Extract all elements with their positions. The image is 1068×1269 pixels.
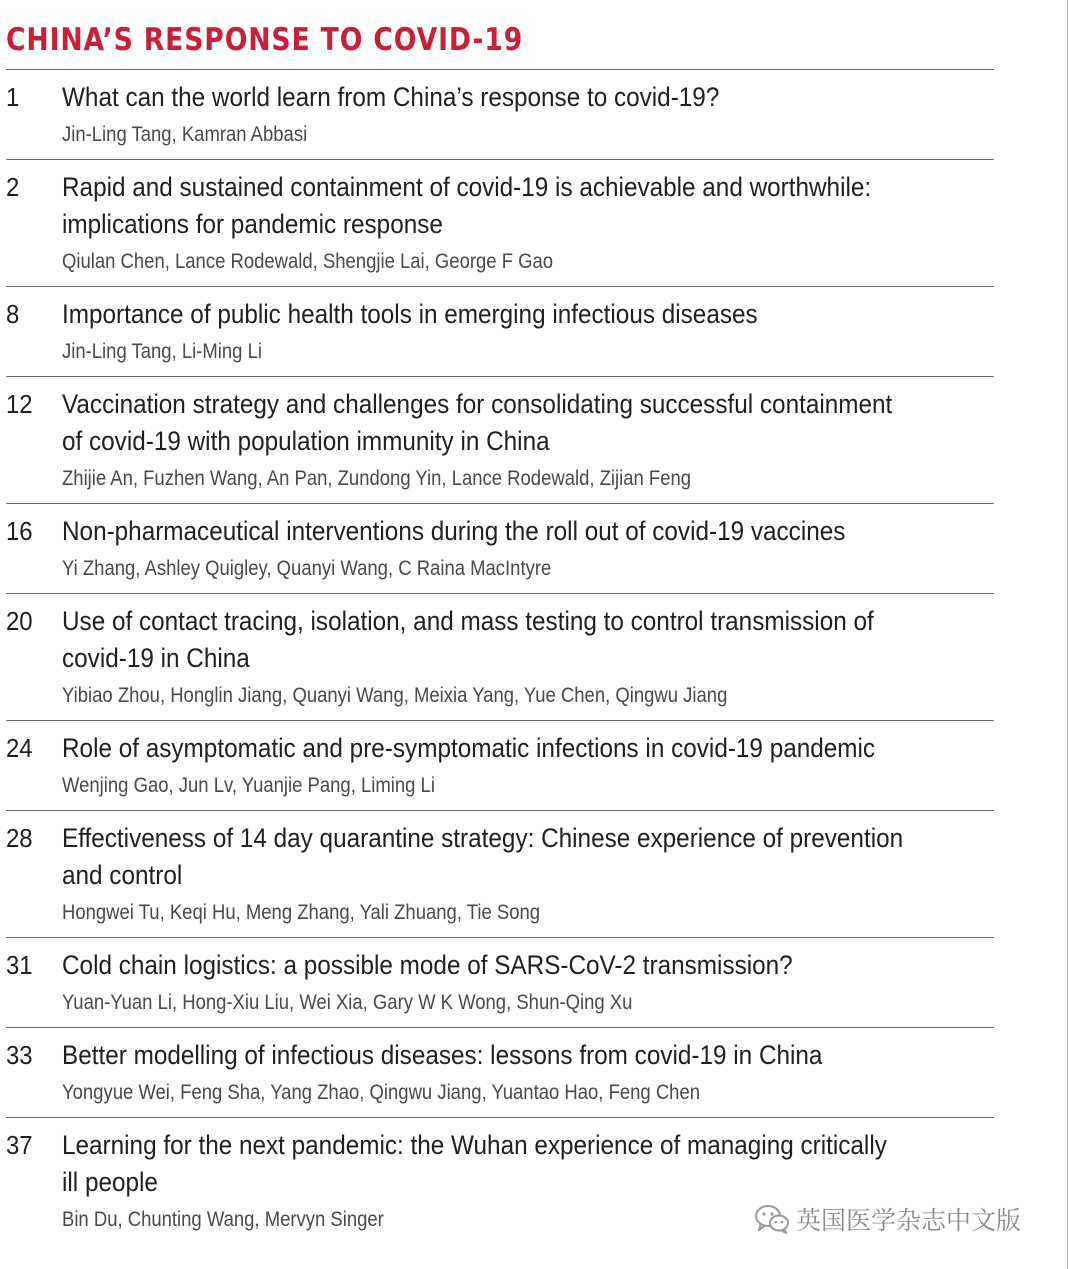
article-title-line: ill people bbox=[62, 1167, 158, 1197]
toc-entry[interactable] bbox=[6, 1027, 994, 1117]
toc-entry[interactable] bbox=[6, 376, 994, 503]
page-number: 2 bbox=[6, 172, 20, 202]
article-authors: Jin-Ling Tang, Li-Ming Li bbox=[62, 340, 262, 363]
article-title-line: Rapid and sustained containment of covid-19 is achievable and worthwhile: bbox=[62, 172, 872, 202]
article-title-line: Vaccination strategy and challenges for consolidating successful containment bbox=[62, 389, 893, 419]
article-authors: Yi Zhang, Ashley Quigley, Quanyi Wang, C Raina MacIntyre bbox=[62, 557, 552, 580]
toc-entry[interactable] bbox=[6, 593, 994, 720]
article-authors: Yuan-Yuan Li, Hong-Xiu Liu, Wei Xia, Gary W K Wong, Shun-Qing Xu bbox=[62, 991, 633, 1014]
article-title[interactable] bbox=[62, 296, 962, 333]
page-number: 24 bbox=[6, 733, 33, 763]
page-number: 1 bbox=[6, 82, 20, 112]
toc-entry[interactable] bbox=[6, 810, 994, 937]
page-number: 31 bbox=[6, 950, 33, 980]
page-number: 33 bbox=[6, 1040, 33, 1070]
article-title-line: implications for pandemic response bbox=[62, 209, 443, 239]
article-title[interactable] bbox=[62, 169, 962, 243]
article-authors: Zhijie An, Fuzhen Wang, An Pan, Zundong Yin, Lance Rodewald, Zijian Feng bbox=[62, 467, 692, 490]
article-title-line: Effectiveness of 14 day quarantine strategy: Chinese experience of prevention bbox=[62, 823, 904, 853]
article-authors: Bin Du, Chunting Wang, Mervyn Singer bbox=[62, 1208, 384, 1231]
article-title[interactable] bbox=[62, 820, 962, 894]
article-title[interactable] bbox=[62, 730, 962, 767]
page-number: 37 bbox=[6, 1130, 33, 1160]
toc-entry[interactable] bbox=[6, 503, 994, 593]
article-title[interactable] bbox=[62, 513, 962, 550]
article-authors: Jin-Ling Tang, Kamran Abbasi bbox=[62, 123, 308, 146]
article-title[interactable] bbox=[62, 947, 962, 984]
article-authors: Yibiao Zhou, Honglin Jiang, Quanyi Wang, Meixia Yang, Yue Chen, Qingwu Jiang bbox=[62, 684, 728, 707]
article-title-line: Cold chain logistics: a possible mode of SARS-CoV-2 transmission? bbox=[62, 950, 793, 980]
article-title-line: Non-pharmaceutical interventions during the roll out of covid-19 vaccines bbox=[62, 516, 846, 546]
page-number: 20 bbox=[6, 606, 33, 636]
article-authors: Wenjing Gao, Jun Lv, Yuanjie Pang, Liming Li bbox=[62, 774, 435, 797]
article-title-line: of covid-19 with population immunity in China bbox=[62, 426, 550, 456]
article-authors: Qiulan Chen, Lance Rodewald, Shengjie Lai, George F Gao bbox=[62, 250, 554, 273]
article-authors: Yongyue Wei, Feng Sha, Yang Zhao, Qingwu Jiang, Yuantao Hao, Feng Chen bbox=[62, 1081, 701, 1104]
section-title: CHINA’S RESPONSE TO COVID-19 bbox=[6, 22, 524, 58]
toc-entry[interactable] bbox=[6, 159, 994, 286]
toc-entry[interactable] bbox=[6, 286, 994, 376]
wechat-icon bbox=[754, 1203, 790, 1235]
article-title[interactable] bbox=[62, 1127, 962, 1201]
page-number: 28 bbox=[6, 823, 33, 853]
table-of-contents bbox=[6, 69, 994, 1244]
page-number: 8 bbox=[6, 299, 20, 329]
article-title[interactable] bbox=[62, 79, 962, 116]
toc-entry[interactable] bbox=[6, 937, 994, 1027]
article-title-line: Better modelling of infectious diseases: lessons from covid-19 in China bbox=[62, 1040, 823, 1070]
page-number: 12 bbox=[6, 389, 33, 419]
article-title-line: covid-19 in China bbox=[62, 643, 250, 673]
article-title-line: What can the world learn from China’s response to covid-19? bbox=[62, 82, 720, 112]
article-title[interactable] bbox=[62, 386, 962, 460]
article-title-line: Role of asymptomatic and pre-symptomatic infections in covid-19 pandemic bbox=[62, 733, 876, 763]
toc-entry[interactable] bbox=[6, 69, 994, 159]
article-authors: Hongwei Tu, Keqi Hu, Meng Zhang, Yali Zhuang, Tie Song bbox=[62, 901, 541, 924]
article-title-line: Learning for the next pandemic: the Wuhan experience of managing critically bbox=[62, 1130, 887, 1160]
watermark bbox=[754, 1201, 1021, 1237]
toc-entry[interactable] bbox=[6, 720, 994, 810]
watermark-text: 英国医学杂志中文版 bbox=[796, 1206, 1022, 1235]
article-title-line: Use of contact tracing, isolation, and mass testing to control transmission of bbox=[62, 606, 874, 636]
article-title-line: Importance of public health tools in emerging infectious diseases bbox=[62, 299, 758, 329]
page-number: 16 bbox=[6, 516, 33, 546]
article-title-line: and control bbox=[62, 860, 183, 890]
article-title[interactable] bbox=[62, 1037, 962, 1074]
article-title[interactable] bbox=[62, 603, 962, 677]
